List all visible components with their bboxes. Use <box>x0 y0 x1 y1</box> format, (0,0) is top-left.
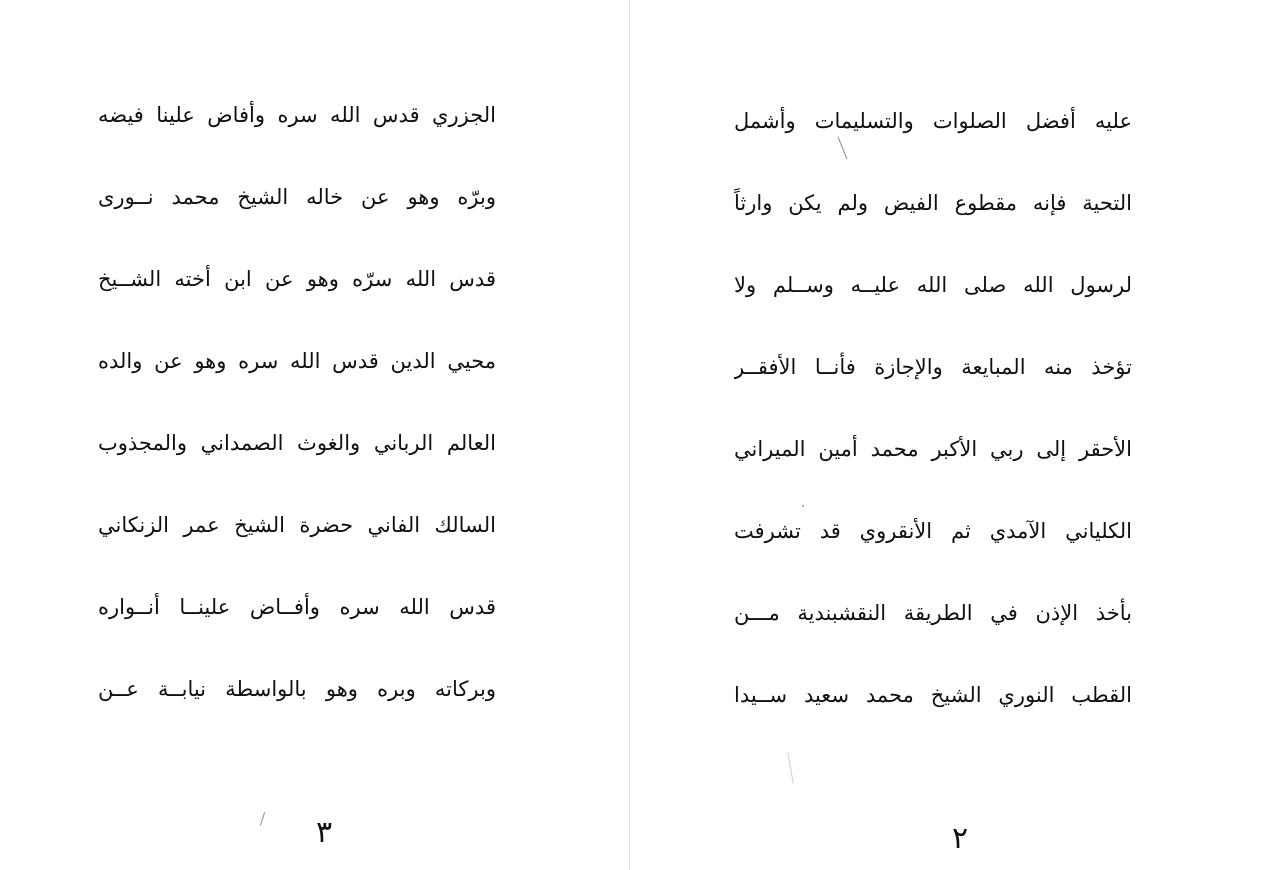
text-line: قدس الله سرّه وهو عن ابن أخته الشــيخ <box>98 267 496 291</box>
text-line: لرسول الله صلى الله عليــه وســلم ولا <box>734 273 1132 297</box>
text-line: بأخذ الإذن في الطريقة النقشبندية مـــن <box>734 601 1132 625</box>
text-line: وبرّه وهو عن خاله الشيخ محمد نــورى <box>98 185 496 209</box>
text-line: العالم الرباني والغوث الصمداني والمجذوب <box>98 431 496 455</box>
text-line: محيي الدين قدس الله سره وهو عن والده <box>98 349 496 373</box>
text-line: قدس الله سره وأفــاض علينــا أنــواره <box>98 595 496 619</box>
text-line: الكلياني الآمدي ثم الأنقروي قد تشرفت <box>734 519 1132 543</box>
left-page-text <box>98 92 496 748</box>
page-number: ٢ <box>952 821 969 856</box>
right-page-text <box>734 98 1132 754</box>
text-line: الأحقر إلى ربي الأكبر محمد أمين الميراني <box>734 437 1132 461</box>
text-line: الجزري قدس الله سره وأفاض علينا فيضه <box>98 103 496 127</box>
text-line: التحية فإنه مقطوع الفيض ولم يكن وارثاً <box>734 191 1132 215</box>
text-line: القطب النوري الشيخ محمد سعيد ســيدا <box>734 683 1132 707</box>
scan-mark <box>260 812 265 826</box>
text-line: عليه أفضل الصلوات والتسليمات وأشمل <box>734 109 1132 133</box>
scan-mark <box>787 752 794 784</box>
page-number: ٣ <box>316 815 333 850</box>
scan-speck <box>802 505 804 507</box>
text-line: السالك الفاني حضرة الشيخ عمر الزنكاني <box>98 513 496 537</box>
text-line: وبركاته وبره وهو بالواسطة نيابــة عــن <box>98 677 496 701</box>
right-page <box>630 0 1268 870</box>
text-line: تؤخذ منه المبايعة والإجازة فأنــا الأفقــر <box>734 355 1132 379</box>
left-page <box>0 0 629 870</box>
